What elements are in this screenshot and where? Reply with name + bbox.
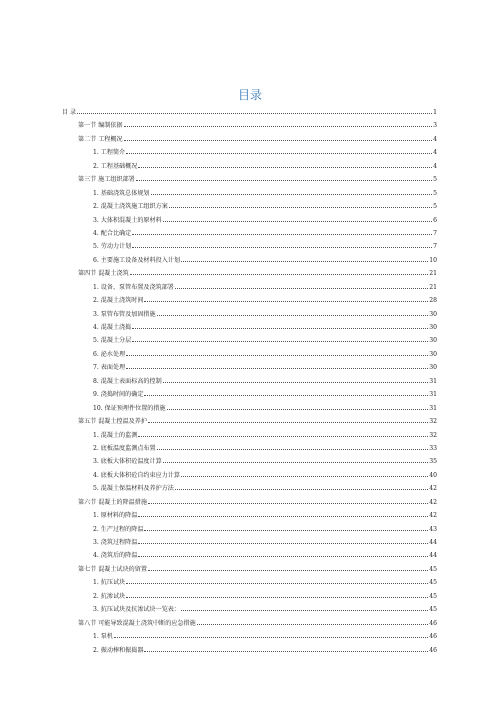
toc-dot-leader xyxy=(77,109,432,114)
toc-section-entry[interactable] xyxy=(62,416,437,429)
toc-section-entry[interactable] xyxy=(62,134,437,147)
toc-subsection-entry[interactable] xyxy=(62,295,437,308)
toc-section-entry[interactable] xyxy=(62,174,437,187)
toc-entry-label: 1. 混凝土的监测 xyxy=(93,431,138,439)
toc-section-entry[interactable] xyxy=(62,120,437,133)
toc-subsection-entry[interactable] xyxy=(62,483,437,496)
toc-dot-leader xyxy=(124,136,433,141)
toc-entry-page-number: 45 xyxy=(429,579,437,587)
toc-subsection-entry[interactable] xyxy=(62,470,437,483)
toc-subsection-entry[interactable] xyxy=(62,524,437,537)
toc-entry-page-number: 7 xyxy=(433,243,437,251)
toc-entry-label: 第一节 编制依据 xyxy=(78,122,123,130)
toc-entry-page-number: 28 xyxy=(429,297,437,305)
toc-section-entry[interactable] xyxy=(62,497,437,510)
toc-entry-page-number: 46 xyxy=(429,619,437,627)
toc-subsection-entry[interactable] xyxy=(62,403,437,416)
toc-entry-label: 第八节 可能导致混凝土浇筑中断的应急措施 xyxy=(78,619,196,627)
toc-dot-leader xyxy=(157,311,429,316)
toc-subsection-entry[interactable] xyxy=(62,228,437,241)
toc-dot-leader xyxy=(138,552,428,557)
toc-entry-label: 目 录 xyxy=(62,109,77,116)
page-title: 目录 xyxy=(237,88,262,102)
toc-dot-leader xyxy=(136,176,432,181)
toc-entry-page-number: 31 xyxy=(429,391,437,399)
toc-entry-label: 1. 设备、泵管布置及浇筑部署 xyxy=(93,283,174,291)
toc-subsection-entry[interactable] xyxy=(62,389,437,402)
toc-subsection-entry[interactable] xyxy=(62,510,437,523)
toc-dot-leader xyxy=(169,203,432,208)
toc-entry-label: 4. 底板大体积砼自约束应力计算 xyxy=(93,471,180,479)
toc-entry-page-number: 21 xyxy=(429,270,437,278)
toc-dot-leader xyxy=(132,337,428,342)
toc-entry-label: 3. 浇筑过程降温 xyxy=(93,539,138,546)
toc-entry-page-number: 21 xyxy=(429,283,437,291)
toc-entry-page-number: 10 xyxy=(429,256,437,264)
toc-entry-page-number: 30 xyxy=(429,310,437,318)
toc-entry-page-number: 45 xyxy=(429,565,437,573)
toc-subsection-entry[interactable] xyxy=(62,349,437,362)
toc-subsection-entry[interactable] xyxy=(62,456,437,469)
toc-dot-leader xyxy=(126,351,428,356)
toc-dot-leader xyxy=(163,458,429,463)
toc-entry-page-number: 7 xyxy=(433,229,437,237)
toc-entry-page-number: 31 xyxy=(429,404,437,412)
toc-subsection-entry[interactable] xyxy=(62,215,437,228)
toc-entry-label: 3. 底板大体积砼温度计算 xyxy=(93,458,162,466)
toc-entry-page-number: 40 xyxy=(429,471,437,479)
toc-dot-leader xyxy=(148,418,428,423)
toc-subsection-entry[interactable] xyxy=(62,362,437,375)
toc-subsection-entry[interactable] xyxy=(62,631,437,644)
toc-entry-label: 6. 泌水处理 xyxy=(93,350,126,358)
toc-entry-label: 3. 泵管布管及加固措施 xyxy=(93,310,156,318)
toc-entry-page-number: 42 xyxy=(429,498,437,506)
toc-entry-label: 7. 表面处理 xyxy=(93,364,126,372)
toc-dot-leader xyxy=(175,284,428,289)
toc-entry-page-number: 5 xyxy=(433,189,437,197)
toc-dot-leader xyxy=(181,257,428,262)
toc-subsection-entry[interactable] xyxy=(62,282,437,295)
toc-subsection-entry[interactable] xyxy=(62,645,437,658)
toc-entry-label: 6. 主要施工设备及材料投入计划 xyxy=(93,256,180,264)
toc-dot-leader xyxy=(126,149,432,154)
toc-dot-leader xyxy=(151,190,433,195)
toc-entry-label: 2. 振动棒和振捣器 xyxy=(93,646,144,654)
toc-entry-page-number: 3 xyxy=(433,122,437,130)
toc-subsection-entry[interactable] xyxy=(62,335,437,348)
toc-entry-page-number: 46 xyxy=(429,646,437,654)
toc-dot-leader xyxy=(138,512,428,517)
toc-subsection-entry[interactable] xyxy=(62,147,437,160)
toc-subsection-entry[interactable] xyxy=(62,188,437,201)
toc-dot-leader xyxy=(126,364,428,369)
toc-entry-page-number: 43 xyxy=(429,525,437,533)
toc-entry-label: 8. 混凝土表面标高的控制 xyxy=(93,377,162,385)
toc-entry-page-number: 46 xyxy=(429,633,437,641)
toc-dot-leader xyxy=(138,432,428,437)
toc-dot-leader xyxy=(132,230,432,235)
toc-entry-label: 5. 劳动力计划 xyxy=(93,243,132,251)
toc-dot-leader xyxy=(175,485,428,490)
toc-entry-label: 1. 基础浇筑总体规划 xyxy=(93,189,150,197)
toc-entry-label: 1. 原材料的降温 xyxy=(93,512,138,520)
toc-dot-leader xyxy=(138,163,432,168)
toc-dot-leader xyxy=(124,122,433,127)
toc-entry-page-number: 32 xyxy=(429,418,437,426)
toc-subsection-entry[interactable] xyxy=(62,591,437,604)
toc-entry-label: 3. 抗压试块及抗渗试块一览表： xyxy=(93,606,180,614)
toc-entry-label: 4. 浇筑后的降温 xyxy=(93,552,138,560)
toc-entry-label: 第七节 混凝土试块的留置 xyxy=(78,565,147,573)
toc-entry-page-number: 5 xyxy=(433,176,437,184)
toc-entry-page-number: 32 xyxy=(429,431,437,439)
toc-subsection-entry[interactable] xyxy=(62,604,437,617)
toc-dot-leader xyxy=(126,593,428,598)
toc-dot-leader xyxy=(144,297,428,302)
toc-entry-label: 9. 浇捣时间的确定 xyxy=(93,391,144,399)
toc-dot-leader xyxy=(167,405,429,410)
toc-entry-label: 4. 混凝土浇捣 xyxy=(93,324,132,331)
toc-dot-leader xyxy=(126,579,428,584)
toc-entry-page-number: 42 xyxy=(429,485,437,493)
toc-entry-label: 第六节 混凝土的降温措施 xyxy=(78,498,147,506)
toc-entry-label: 2. 混凝土浇筑时间 xyxy=(93,297,144,305)
toc-subsection-entry[interactable] xyxy=(62,537,437,550)
toc-subsection-entry[interactable] xyxy=(62,376,437,389)
toc-entry-label: 第三节 施工组织部署 xyxy=(78,176,135,184)
table-of-contents xyxy=(62,107,437,658)
toc-entry-label: 5. 混凝土分层 xyxy=(93,337,132,345)
toc-dot-leader xyxy=(163,217,432,222)
toc-dot-leader xyxy=(197,620,429,625)
toc-dot-leader xyxy=(144,647,428,652)
toc-dot-leader xyxy=(148,566,428,571)
toc-subsection-entry[interactable] xyxy=(62,577,437,590)
toc-dot-leader xyxy=(144,391,428,396)
toc-entry-label: 2. 混凝土浇筑施工组织方案 xyxy=(93,203,168,211)
toc-entry-page-number: 4 xyxy=(433,135,437,143)
toc-entry-label: 第五节 混凝土控温及养护 xyxy=(78,418,147,426)
toc-entry-page-number: 31 xyxy=(429,377,437,385)
toc-subsection-entry[interactable] xyxy=(62,430,437,443)
toc-entry-page-number: 30 xyxy=(429,350,437,358)
toc-subsection-entry[interactable] xyxy=(62,443,437,456)
toc-entry-label: 2. 生产过程的降温 xyxy=(93,525,144,533)
toc-dot-leader xyxy=(163,378,429,383)
toc-section-entry[interactable] xyxy=(62,268,437,281)
toc-dot-leader xyxy=(132,324,428,329)
toc-dot-leader xyxy=(114,633,428,638)
toc-dot-leader xyxy=(138,539,428,544)
toc-subsection-entry[interactable] xyxy=(62,161,437,174)
toc-entry-label: 1. 工程简介 xyxy=(93,149,126,157)
toc-subsection-entry[interactable] xyxy=(62,255,437,268)
toc-entry-page-number: 4 xyxy=(433,162,437,170)
toc-entry-page-number: 30 xyxy=(429,324,437,331)
toc-entry-label: 2. 底板温度监测点布置 xyxy=(93,444,156,452)
toc-entry-page-number: 35 xyxy=(429,458,437,466)
toc-entry-page-number: 33 xyxy=(429,444,437,452)
toc-subsection-entry[interactable] xyxy=(62,201,437,214)
toc-subsection-entry[interactable] xyxy=(62,309,437,322)
toc-entry-page-number: 1 xyxy=(433,109,437,116)
toc-entry-label: 4. 配合比确定 xyxy=(93,229,132,237)
toc-entry-page-number: 5 xyxy=(433,203,437,211)
toc-entry-page-number: 4 xyxy=(433,149,437,157)
toc-entry-page-number: 42 xyxy=(429,512,437,520)
toc-entry-label: 第四节 混凝土浇筑 xyxy=(78,270,129,278)
toc-entry-label: 1. 抗压试块 xyxy=(93,579,126,587)
toc-entry-page-number: 30 xyxy=(429,364,437,372)
toc-entry-label: 5. 混凝土保温材料及养护方法 xyxy=(93,485,174,493)
toc-entry-page-number: 30 xyxy=(429,337,437,345)
toc-entry-page-number: 44 xyxy=(429,552,437,560)
toc-subsection-entry[interactable] xyxy=(62,550,437,563)
toc-entry[interactable] xyxy=(62,107,437,120)
toc-subsection-entry[interactable] xyxy=(62,241,437,254)
toc-entry-label: 3. 大体积混凝土的原材料 xyxy=(93,216,162,224)
toc-section-entry[interactable] xyxy=(62,618,437,631)
toc-entry-label: 2. 抗渗试块 xyxy=(93,592,126,600)
toc-dot-leader xyxy=(181,472,428,477)
toc-entry-label: 第二节 工程概况 xyxy=(78,135,123,143)
toc-entry-page-number: 44 xyxy=(429,539,437,546)
toc-dot-leader xyxy=(144,526,428,531)
toc-dot-leader xyxy=(157,445,429,450)
toc-entry-label: 1. 泵机 xyxy=(93,633,113,641)
toc-subsection-entry[interactable] xyxy=(62,322,437,335)
toc-section-entry[interactable] xyxy=(62,564,437,577)
toc-entry-page-number: 45 xyxy=(429,606,437,614)
toc-entry-label: 2. 工程基础概况 xyxy=(93,162,138,170)
toc-entry-label: 10. 保证预埋件位置的措施 xyxy=(93,404,166,412)
toc-dot-leader xyxy=(148,499,428,504)
toc-dot-leader xyxy=(130,270,429,275)
toc-entry-page-number: 6 xyxy=(433,216,437,224)
toc-dot-leader xyxy=(132,243,432,248)
toc-dot-leader xyxy=(181,606,428,611)
toc-entry-page-number: 45 xyxy=(429,592,437,600)
